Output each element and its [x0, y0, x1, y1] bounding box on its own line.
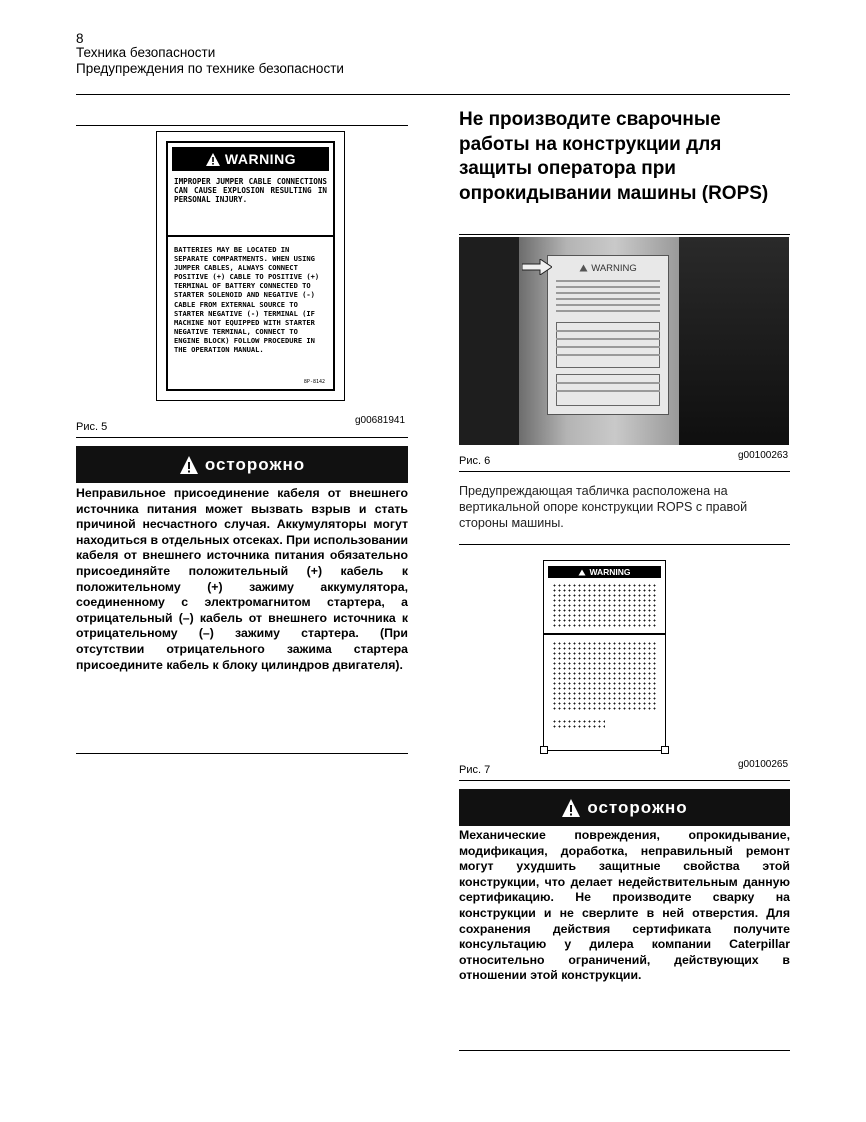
figure6-caption: Рис. 6	[459, 455, 491, 467]
figure7-id: g00100265	[738, 759, 789, 770]
warning-header-right	[459, 789, 790, 826]
figure5-caption: Рис. 5	[76, 421, 108, 433]
figure6-id: g00100263	[738, 450, 789, 461]
plate-text-line	[556, 382, 660, 384]
rops-plate-location-text: Предупреждающая табличка расположена на вертикальной опоре конструкции ROPS с правой стороны машины.	[459, 484, 748, 530]
plate-text-line	[556, 390, 660, 392]
figure5-top-rule	[76, 125, 408, 126]
figure5-bottom-rule	[76, 437, 408, 438]
figure7-label-text-upper	[552, 583, 657, 629]
warning-triangle-icon	[561, 798, 581, 818]
figure5-label-text2: BATTERIES MAY BE LOCATED IN SEPARATE COMPARTMENTS. WHEN USING JUMPER CABLES, ALWAYS CONNECT POSITIVE (+) CABLE TO POSITIVE (+) TERMINAL OF BATTERY CONNECTED TO STARTER SOLENOID AND NEGATIVE (-) CABLE FROM EXTERNAL SOURCE TO STARTER NEGATIVE (-) TERMINAL (IF MACHINE NOT EQUIPPED WITH STARTER NEGATIVE TERMINAL, CONNECT TO ENGINE BLOCK) FOLLOW PROCEDURE IN THE OPERATION MANUAL.	[174, 245, 320, 355]
plate-text-line	[556, 280, 660, 282]
plate-certification-box	[556, 322, 660, 368]
warning-bottom-rule-left	[76, 753, 408, 754]
figure7-label-text-footer	[552, 719, 605, 729]
plate-text-line	[556, 286, 660, 288]
header-rule	[76, 94, 790, 95]
plate-text-line	[556, 330, 660, 332]
plate-text-line	[556, 292, 660, 294]
plate-text-line	[556, 346, 660, 348]
plate-text-line	[556, 310, 660, 312]
figure7-label-title: WARNING	[589, 567, 631, 577]
figure7-label-header	[548, 566, 661, 578]
plate-text-line	[556, 298, 660, 300]
figure7-label-divider	[544, 633, 665, 635]
figure6-photo	[459, 237, 789, 445]
plate-text-line	[556, 304, 660, 306]
figure6-bottom-rule	[459, 471, 790, 472]
pointer-arrow-icon	[522, 259, 552, 275]
figure7-warning-label	[543, 560, 666, 751]
warning-triangle-icon	[579, 264, 588, 272]
figure7-crop-mark	[540, 746, 548, 754]
figure7-crop-mark	[661, 746, 669, 754]
figure7-bottom-rule	[459, 780, 790, 781]
figure5-label-divider	[168, 235, 333, 237]
figure7-top-rule	[459, 544, 790, 545]
warning-triangle-icon	[205, 152, 221, 167]
rops-heading: Не производите сварочные работы на конструкции для защиты оператора при опрокидывании машины (ROPS)	[459, 109, 769, 204]
warning-triangle-icon	[179, 455, 199, 475]
figure5-label-header	[172, 147, 329, 171]
plate-text-line	[556, 338, 660, 340]
warning-triangle-icon	[578, 569, 586, 576]
figure5-id: g00681941	[355, 415, 406, 426]
warning-text-right	[459, 828, 790, 984]
warning-title-right: осторожно	[587, 797, 688, 817]
plate-text-line	[556, 354, 660, 356]
section-title: Техника безопасности	[76, 45, 216, 60]
cab-interior	[679, 237, 789, 445]
warning-bottom-rule-right	[459, 1050, 790, 1051]
rops-warning-plate	[547, 255, 669, 415]
warning-header-left	[76, 446, 408, 483]
warning-title-left: осторожно	[204, 454, 306, 474]
figure5-label-text1: IMPROPER JUMPER CABLE CONNECTIONS CAN CAUSE EXPLOSION RESULTING IN PERSONAL INJURY.	[174, 177, 327, 205]
figure5-warning-label	[156, 131, 345, 401]
plate-header	[552, 262, 664, 274]
warning-paragraph-left: Неправильное присоединение кабеля от внешнего источника питания может вызвать взрыв и стать причиной несчастного случая. Аккумуляторы могут находиться в отдельных отсеках. При использовании кабеля от внешнего источника питания обязательно присоединяйте положительный (+) кабель к положительному (+) зажиму аккумулятора, соединенному с электромагнитом стартера, а отрицательный (–) кабель от внешнего источника к отрицательному (–) зажиму стартера. (При отсутствии отрицательного зажима стартера присоедините кабель к блоку цилиндров двигателя).	[76, 486, 409, 672]
warning-paragraph-right: Механические повреждения, опрокидывание, модификация, доработка, неправильный ремонт могут ухудшить защитные свойства этой конструкции, что делает недействительным данную сертификацию. Не производите сварку на конструкции и не сверлите в ней отверстия. Для сохранения действия сертификата получите консультацию у дилера компании Caterpillar относительно ограничений, действующих в отношении этой конструкции.	[459, 828, 790, 983]
figure7-caption: Рис. 7	[459, 764, 491, 776]
page-number: 8	[76, 31, 84, 46]
figure5-label-code: 8P-8142	[303, 379, 325, 385]
figure7-label-text-lower	[552, 641, 657, 711]
warning-text-left	[76, 486, 408, 673]
figure5-label-title: WARNING	[224, 151, 297, 167]
figure6-top-rule	[459, 234, 790, 235]
plate-title: WARNING	[591, 262, 637, 274]
subsection-title: Предупреждения по технике безопасности	[76, 61, 344, 76]
